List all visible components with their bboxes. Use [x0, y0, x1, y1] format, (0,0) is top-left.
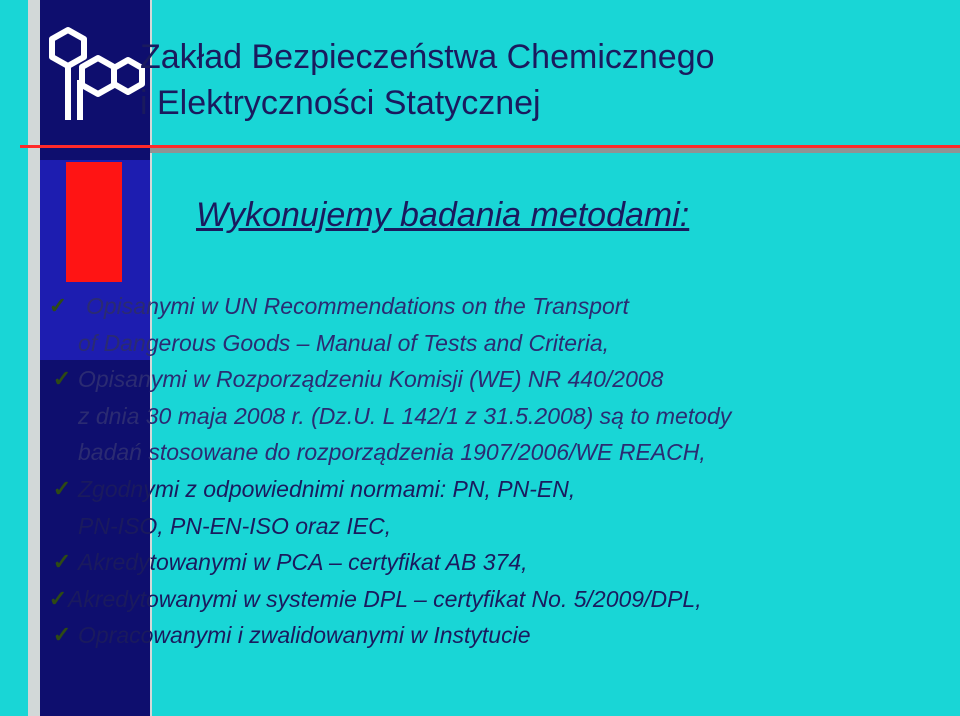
title-line-1: Zakład Bezpieczeństwa Chemicznego: [140, 38, 715, 76]
list-item-text: z dnia 30 maja 2008 r. (Dz.U. L 142/1 z 31.5.2008) są to metody: [78, 402, 732, 429]
list-item-text: Akredytowanymi w PCA – certyfikat AB 374,: [78, 549, 528, 576]
checkmark-icon: ✓: [48, 293, 68, 318]
list-item-text: of Dangerous Goods – Manual of Tests and Criteria,: [78, 329, 609, 356]
method-list: [0, 288, 960, 654]
list-item-text: Opisanymi w UN Recommendations on the Transport: [86, 293, 629, 319]
list-item-continuation: [0, 434, 960, 471]
list-item-continuation: [0, 325, 960, 362]
list-item-continuation: [0, 508, 960, 545]
page-title: [140, 34, 940, 126]
list-item-text: PN-ISO, PN-EN-ISO oraz IEC,: [78, 512, 392, 539]
list-item: [0, 471, 960, 508]
list-item-text: badań stosowane do rozporządzenia 1907/2006/WE REACH,: [78, 439, 706, 466]
institute-logo-icon: [42, 22, 152, 122]
list-item: [0, 361, 960, 398]
checkmark-icon: ✓: [52, 475, 72, 501]
checkmark-icon: ✓: [48, 585, 68, 611]
list-item: [0, 288, 960, 325]
checkmark-icon: ✓: [52, 622, 72, 648]
list-item: [0, 544, 960, 581]
checkmark-icon: ✓: [52, 366, 72, 392]
checkmark-icon: ✓: [52, 549, 72, 575]
decorative-red-bar: [66, 162, 122, 282]
title-line-2: i Elektryczności Statycznej: [140, 84, 541, 122]
divider-shadow: [150, 148, 960, 153]
list-item-text: Opisanymi w Rozporządzeniu Komisji (WE) NR 440/2008: [78, 366, 664, 393]
list-item: [0, 617, 960, 654]
list-item: [0, 581, 960, 618]
list-item-text: Akredytowanymi w systemie DPL – certyfikat No. 5/2009/DPL,: [68, 585, 702, 612]
list-item-continuation: [0, 398, 960, 435]
list-item-text: Opracowanymi i zwalidowanymi w Instytucie: [78, 622, 531, 649]
list-item-text: Zgodnymi z odpowiednimi normami: PN, PN-EN,: [78, 475, 576, 502]
section-heading: Wykonujemy badania metodami:: [196, 196, 690, 234]
